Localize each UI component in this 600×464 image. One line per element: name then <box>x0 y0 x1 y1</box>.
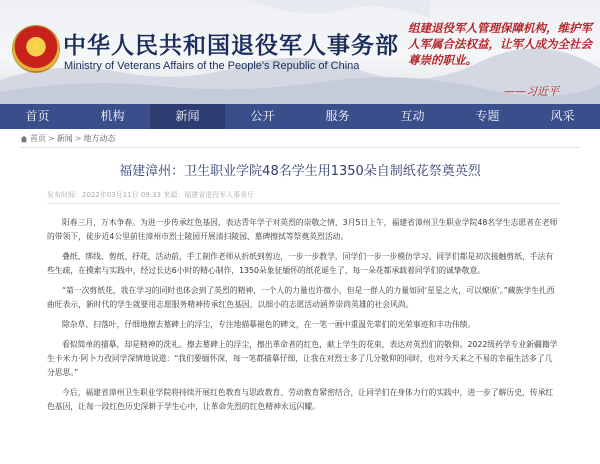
article-paragraph: 阳春三月，万木争春。为进一步传承红色基因，表达青年学子对英烈的崇敬之情，3月5日上午，福建省漳州卫生职业学院48名学生志愿者在老师的带领下，徒步近4公里前往漳州市烈士陵园开展清扫陵园、墓碑擦拭等祭奠英烈活动。 <box>47 218 558 241</box>
nav-item-style[interactable]: 风采 <box>550 109 575 123</box>
breadcrumb-local-news[interactable]: 地方动态 <box>83 134 116 143</box>
nav-item-service[interactable]: 服务 <box>325 109 350 123</box>
nav-item-topics[interactable]: 专题 <box>475 109 500 123</box>
article-paragraph: “第一次剪纸花，我在学习的同时也体会到了英烈的精神，一个人的力量也许微小，但是一群人的力量如同‘星星之火，可以燎原’。”藏族学生扎西曲旺表示，新时代的学生就要用志愿服务精神传承红色基因，以细小的志愿活动涵养崇尚英雄的社会风尚。 <box>47 286 555 309</box>
leader-quote: 组建退役军人管理保障机构，维护军人军属合法权益，让军人成为全社会尊崇的职业。 <box>408 21 592 67</box>
article-paragraph: 今后，福建省漳州卫生职业学院将持续开展红色教育与思政教育、劳动教育紧密结合，让同学们在身体力行的实践中，进一步了解历史，传承红色基因，让每一段红色历史深耕于学生心中，让革命先烈的红色精神永远闪耀。 <box>47 388 554 411</box>
main-nav <box>0 104 600 129</box>
breadcrumb-home[interactable]: 首页 <box>30 134 46 143</box>
title-divider <box>47 203 559 204</box>
site-header <box>0 0 600 104</box>
article-paragraph: 叠纸、绑线、剪纸、抒花，活动前，手工制作老师从折纸到剪边，一步一步教学，同学们一步一步模仿学习。同学们都是初次接触剪纸，手法有些生疏，在摸索与实践中，经过长达6小时的精心制作，1350朵象征缅怀的纸花诞生了，每一朵花都承载着同学们的诚挚敬意。 <box>47 252 554 275</box>
site-title[interactable]: 中华人民共和国退役军人事务部 <box>63 32 399 59</box>
nav-item-home[interactable]: 首页 <box>25 109 50 123</box>
breadcrumb-divider <box>20 147 580 148</box>
breadcrumb-news[interactable]: 新闻 <box>56 134 73 143</box>
site-subtitle: Ministry of Veterans Affairs of the People's Republic of China <box>64 60 360 72</box>
article-body <box>47 216 559 420</box>
article-paragraph: 除杂草、扫落叶，仔细地擦去墓碑上的浮尘，专注地描摹褪色的碑文，在一笔一画中重温先辈们的光荣事迹和丰功伟绩。 <box>62 320 476 329</box>
article-paragraph: 看似简单的描摹，却是精神的洗礼。擦去墓碑上的浮尘，擦出革命者的红色，献上学生的花束，表达对英烈们的敬仰。2022级药学专业新疆籍学生卡米力·阿卜力孜同学深情地说道：“我们要缅怀深，每一笔都描摹仔细，让我在对烈士多了几分敬仰的同时，也对今天来之不易的幸福生活多了几分思思。” <box>47 340 558 377</box>
breadcrumb-separator: > <box>74 134 82 143</box>
article-meta: 发布时间：2022年03月11日 09:33 来源：福建省退役军人事务厅 <box>47 191 255 199</box>
national-emblem-icon[interactable]: ★ <box>13 26 59 72</box>
article-title: 福建漳州：卫生职业学院48名学生用1350朵自制纸花祭奠英烈 <box>119 164 481 179</box>
nav-item-public[interactable]: 公开 <box>250 109 275 123</box>
quote-author: ——习近平 <box>504 85 559 98</box>
breadcrumb <box>20 133 115 144</box>
nav-item-organization[interactable]: 机构 <box>100 109 125 123</box>
nav-item-news[interactable]: 新闻 <box>150 104 225 129</box>
home-icon <box>20 135 28 143</box>
breadcrumb-separator: > <box>48 134 55 143</box>
nav-item-interaction[interactable]: 互动 <box>400 109 425 123</box>
